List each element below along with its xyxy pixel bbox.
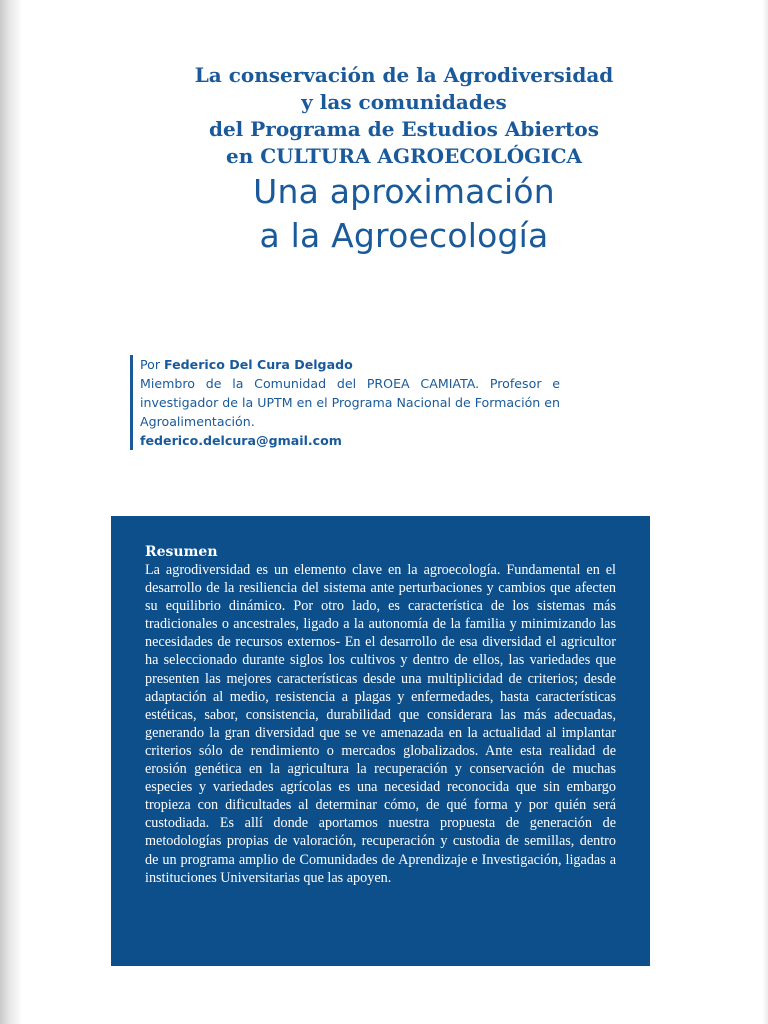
- book-spine-shadow: [0, 0, 22, 1024]
- subtitle-line-2: a la Agroecología: [259, 216, 549, 255]
- abstract-box: [111, 516, 650, 966]
- author-description: Miembro de la Comunidad del PROEA CAMIATA. Profesor e investigador de la UPTM en el Programa Nacional de Formación en Agroalimentación.: [140, 376, 560, 429]
- author-info: [130, 355, 560, 450]
- title-line-2: y las comunidades: [301, 90, 507, 114]
- title-line-4: en CULTURA AGROECOLÓGICA: [225, 144, 583, 168]
- author-prefix: Por: [140, 357, 165, 372]
- author-name: Federico Del Cura Delgado: [164, 357, 353, 372]
- author-email[interactable]: federico.delcura@gmail.com: [140, 433, 342, 448]
- abstract-heading: Resumen: [145, 544, 218, 560]
- subtitle-line-1: Una aproximación: [253, 172, 555, 211]
- author-byline: [140, 355, 560, 374]
- title-line-3: del Programa de Estudios Abiertos: [208, 117, 600, 141]
- article-title-block: [40, 62, 768, 258]
- abstract-text: La agrodiversidad es un elemento clave en la agroecología. Fundamental en el desarrollo de la resiliencia del sistema ante perturbaciones y cambios que afecten su equilibrio dinámico. Por otro lado, es característica de los sistemas más tradicionales o ancestrales, ligado a la autonomía de la familia y minimizando las necesidades de recursos externos- En el desarrollo de esa diversidad el agricultor ha seleccionado durante siglos los cultivos y dentro de ellos, las variedades que presenten las mejores características desde una multiplicidad de criterios; desde adaptación al medio, resistencia a plagas y enfermedades, hasta características estéticas, sabor, consistencia, durabilidad que considerara las más adecuadas, generando la gran diversidad que se ve amenazada en la actualidad al implantar criterios sólo de rendimiento o mercados globalizados. Ante esta realidad de erosión genética en la agricultura la recuperación y conservación de muchas especies y variedades agrícolas es una necesidad reconocida que sin embargo tropieza con dificultades al determinar cómo, de qué forma y por quién será custodiada. Es allí donde aportamos nuestra propuesta de generación de metodologías propias de valoración, recuperación y custodia de semillas, dentro de un programa amplio de Comunidades de Aprendizaje e Investigación, ligadas a instituciones Universitarias que las apoyen.: [145, 562, 616, 886]
- title-line-1: La conservación de la Agrodiversidad: [194, 63, 614, 87]
